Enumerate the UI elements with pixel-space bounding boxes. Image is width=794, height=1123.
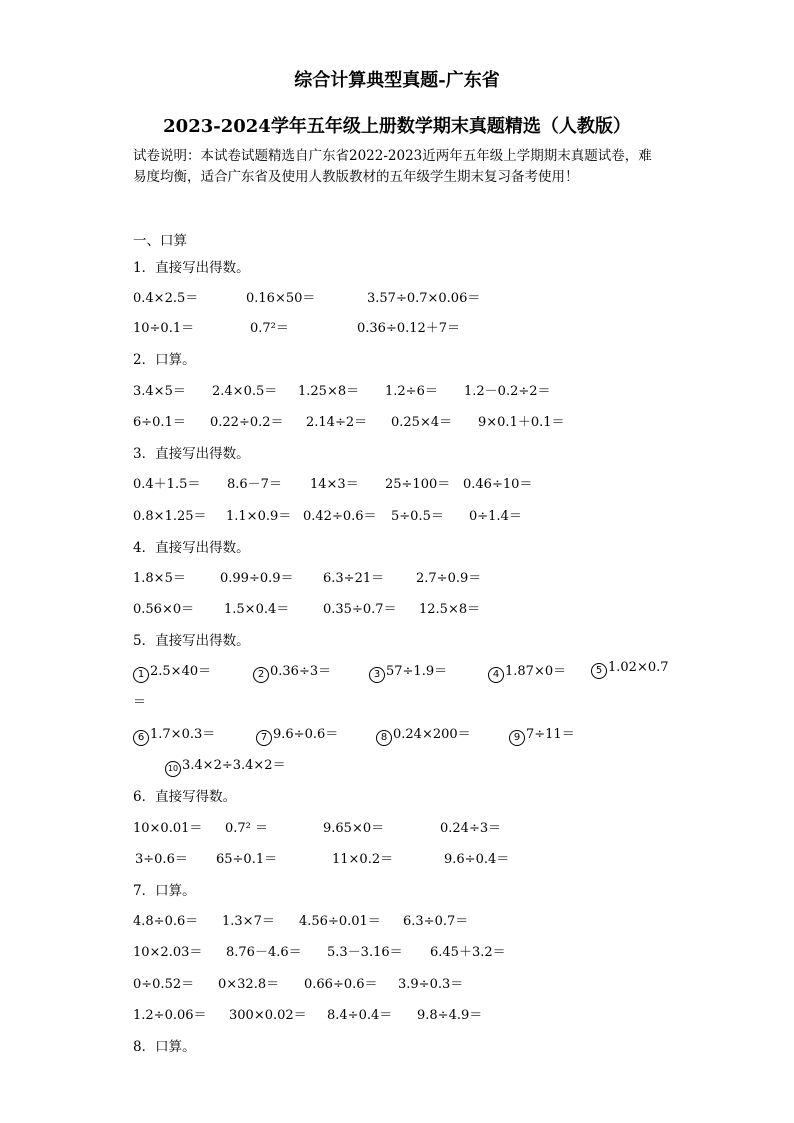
q6-item: 3÷0.6＝ bbox=[135, 852, 188, 867]
q5-item: 10 3.4×2÷3.4×2＝ bbox=[165, 754, 286, 777]
q3-item: 14×3＝ bbox=[310, 477, 359, 492]
q2-item: 0.25×4＝ bbox=[391, 415, 453, 430]
q7-item: 8.4÷0.4＝ bbox=[327, 1008, 393, 1023]
q5-item: 5 1.02×0.7 bbox=[591, 660, 669, 679]
q3-item: 8.6－7＝ bbox=[227, 477, 282, 492]
q5-item: 6 1.7×0.3＝ bbox=[133, 723, 215, 746]
page-subtitle: 2023-2024学年五年级上册数学期末真题精选（人教版） bbox=[163, 116, 631, 137]
question-7-heading: 7．口算。 bbox=[133, 883, 196, 899]
q2-item: 1.2－0.2÷2＝ bbox=[464, 384, 551, 399]
q5-item: 7 9.6÷0.6＝ bbox=[256, 723, 338, 746]
q4-item: 6.3÷21＝ bbox=[323, 571, 385, 586]
q3-item: 0.4＋1.5＝ bbox=[133, 477, 201, 492]
q2-item: 3.4×5＝ bbox=[133, 384, 186, 399]
q7-item: 1.2÷0.06＝ bbox=[133, 1008, 207, 1023]
q4-item: 1.5×0.4＝ bbox=[224, 602, 290, 617]
q1-item: 10÷0.1＝ bbox=[133, 321, 195, 336]
q4-item: 2.7÷0.9＝ bbox=[416, 571, 482, 586]
q1-item: 3.57÷0.7×0.06＝ bbox=[367, 291, 481, 306]
q6-item: 0.24÷3＝ bbox=[440, 821, 502, 836]
question-6-heading: 6．直接写得数。 bbox=[133, 789, 237, 805]
q7-item: 0×32.8＝ bbox=[218, 977, 280, 992]
circled-number: 6 bbox=[133, 730, 149, 746]
q7-item: 5.3－3.16＝ bbox=[327, 945, 403, 960]
question-2-heading: 2．口算。 bbox=[133, 352, 196, 368]
circled-number: 4 bbox=[488, 667, 504, 683]
q5-item: 2 0.36÷3＝ bbox=[253, 660, 331, 683]
section-heading: 一、口算 bbox=[133, 233, 187, 249]
q5-item: 1 2.5×40＝ bbox=[133, 660, 211, 683]
q6-item: 65÷0.1＝ bbox=[216, 852, 278, 867]
q2-item: 1.2÷6＝ bbox=[385, 384, 438, 399]
q4-item: 0.99÷0.9＝ bbox=[220, 571, 294, 586]
circled-number: 2 bbox=[253, 667, 269, 683]
q7-item: 0÷0.52＝ bbox=[133, 977, 195, 992]
q5-item: 4 1.87×0＝ bbox=[488, 660, 566, 683]
q7-item: 1.3×7＝ bbox=[222, 914, 275, 929]
q1-item: 0.7²＝ bbox=[250, 321, 289, 336]
q3-item: 0.8×1.25＝ bbox=[133, 509, 207, 524]
q7-item: 300×0.02＝ bbox=[229, 1008, 307, 1023]
page-title: 综合计算典型真题-广东省 bbox=[294, 70, 500, 91]
q4-item: 1.8×5＝ bbox=[133, 571, 186, 586]
circled-number: 9 bbox=[509, 730, 525, 746]
q3-item: 25÷100＝ bbox=[385, 477, 451, 492]
circled-number: 7 bbox=[256, 730, 272, 746]
circled-number: 5 bbox=[591, 663, 607, 679]
q6-item: 11×0.2＝ bbox=[332, 852, 394, 867]
q7-item: 4.8÷0.6＝ bbox=[133, 914, 199, 929]
question-5-heading: 5．直接写出得数。 bbox=[133, 633, 250, 649]
q1-item: 0.16×50＝ bbox=[246, 291, 316, 306]
q3-item: 0.46÷10＝ bbox=[463, 477, 533, 492]
q3-item: 5÷0.5＝ bbox=[391, 509, 444, 524]
q7-item: 4.56÷0.01＝ bbox=[299, 914, 381, 929]
question-8-heading: 8．口算。 bbox=[133, 1039, 196, 1055]
q6-item: 9.6÷0.4＝ bbox=[444, 852, 510, 867]
q3-item: 1.1×0.9＝ bbox=[226, 509, 292, 524]
circled-number: 1 bbox=[133, 667, 149, 683]
q2-item: 1.25×8＝ bbox=[298, 384, 360, 399]
question-1-heading: 1．直接写出得数。 bbox=[133, 260, 250, 276]
q1-item: 0.36÷0.12＋7＝ bbox=[357, 321, 461, 336]
q7-item: 3.9÷0.3＝ bbox=[398, 977, 464, 992]
q2-item: 6÷0.1＝ bbox=[133, 415, 186, 430]
q6-item: 9.65×0＝ bbox=[323, 821, 385, 836]
q7-item: 0.66÷0.6＝ bbox=[304, 977, 378, 992]
q1-item: 0.4×2.5＝ bbox=[133, 291, 199, 306]
q2-item: 2.4×0.5＝ bbox=[212, 384, 278, 399]
q4-item: 12.5×8＝ bbox=[419, 602, 481, 617]
q6-item: 10×0.01＝ bbox=[133, 821, 203, 836]
circled-number: 10 bbox=[165, 761, 181, 777]
q5-item: 9 7÷11＝ bbox=[509, 723, 575, 746]
q7-item: 6.45＋3.2＝ bbox=[430, 945, 506, 960]
q5-item: 3 57÷1.9＝ bbox=[369, 660, 447, 683]
q4-item: 0.35÷0.7＝ bbox=[323, 602, 397, 617]
circled-number: 8 bbox=[376, 730, 392, 746]
q7-item: 6.3÷0.7＝ bbox=[403, 914, 469, 929]
question-3-heading: 3．直接写出得数。 bbox=[133, 446, 250, 462]
circled-number: 3 bbox=[369, 667, 385, 683]
q7-item: 10×2.03＝ bbox=[133, 945, 203, 960]
q4-item: 0.56×0＝ bbox=[133, 602, 195, 617]
q2-item: 2.14÷2＝ bbox=[306, 415, 368, 430]
q6-item: 0.7² ＝ bbox=[225, 821, 269, 836]
q7-item: 8.76－4.6＝ bbox=[226, 945, 302, 960]
q5-item: 8 0.24×200＝ bbox=[376, 723, 471, 746]
q3-item: 0.42÷0.6＝ bbox=[303, 509, 377, 524]
q2-item: 9×0.1＋0.1＝ bbox=[478, 415, 565, 430]
exam-description: 试卷说明：本试卷试题精选自广东省2022-2023近两年五年级上学期期末真题试卷，难易度均衡，适合广东省及使用人教版教材的五年级学生期末复习备考使用！ bbox=[133, 148, 652, 185]
q7-item: 9.8÷4.9＝ bbox=[417, 1008, 483, 1023]
question-4-heading: 4．直接写出得数。 bbox=[133, 540, 250, 556]
q5-item-wrap: ＝ bbox=[133, 695, 147, 710]
q3-item: 0÷1.4＝ bbox=[469, 509, 522, 524]
q2-item: 0.22÷0.2＝ bbox=[210, 415, 284, 430]
